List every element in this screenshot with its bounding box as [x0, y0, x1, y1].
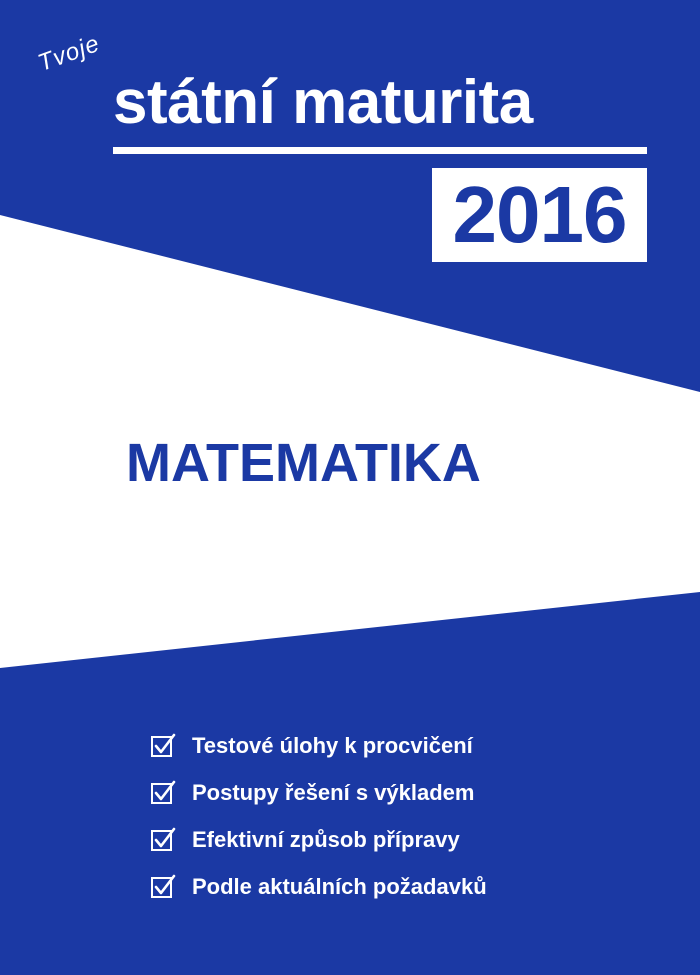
list-item	[150, 863, 487, 910]
series-title: státní maturita	[113, 68, 533, 137]
checkbox-checked-icon	[150, 733, 176, 759]
feature-list	[150, 722, 487, 910]
year-label: 2016	[452, 170, 627, 259]
list-item	[150, 722, 487, 769]
feature-label: Efektivní způsob přípravy	[192, 826, 460, 852]
list-item	[150, 769, 487, 816]
list-item	[150, 816, 487, 863]
checkbox-checked-icon	[150, 874, 176, 900]
feature-label: Podle aktuálních požadavků	[192, 873, 487, 899]
title-underline	[113, 147, 647, 154]
feature-label: Testové úlohy k procvičení	[192, 732, 473, 758]
checkbox-checked-icon	[150, 827, 176, 853]
year-box	[432, 168, 647, 262]
feature-label: Postupy řešení s výkladem	[192, 779, 475, 805]
checkbox-checked-icon	[150, 780, 176, 806]
series-prefix: Tvoje	[34, 29, 104, 78]
subject-title: MATEMATIKA	[126, 433, 481, 493]
